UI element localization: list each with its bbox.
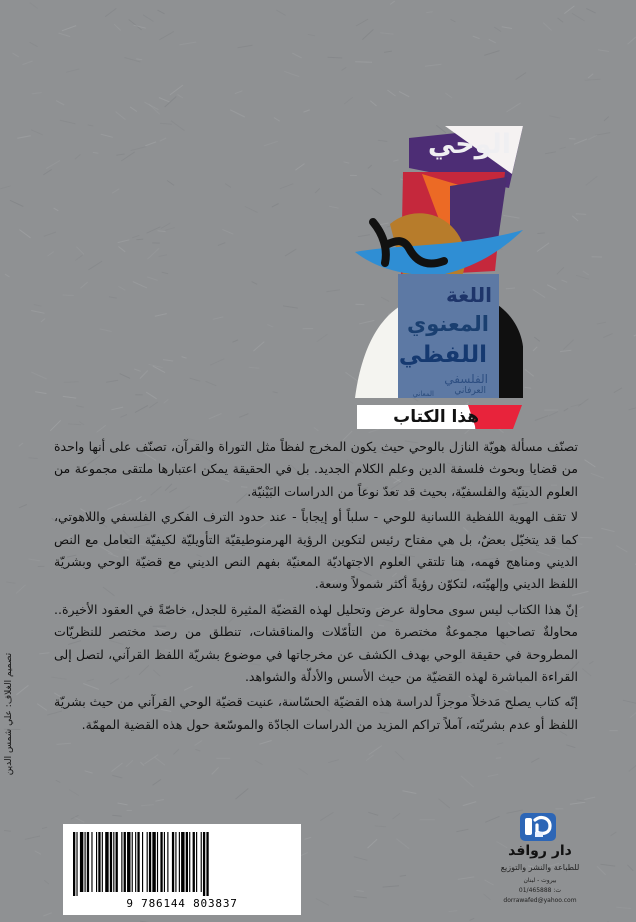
art-word-falsafi: الفلسفي [444,372,488,386]
book-cover-artwork [355,126,523,398]
isbn-barcode [63,824,301,915]
publisher-name: دار روافد [508,843,572,859]
blurb-paragraph-1: تصنّف مسألة هويّة النازل بالوحي حيث يكون المخرج لفظاً مثل التوراة والقرآن، تصنّف على أنها واحدة من قضايا وبحوث فلسفة الدين وعلم الكلام الجديد. بل في الحقيقة يمكن اعتبارها ملتقى مجموعة من العلوم الدينيّة والفلسفيّة، بحيث قد تعدّ نوعاً من الدراسات البَيْنيّة. [54,439,578,499]
publisher-logo-icon [519,812,557,842]
art-word-maani: المعاني [412,390,434,398]
art-word-irfani: العرفاني [454,386,486,396]
blurb-paragraph-2: لا تقف الهوية اللفظية اللسانية للوحي - سلباً أو إيجاباً - عند حدود الترف الفكري الفلسفي واللاهوتي، كما قد يتخيّل بعضٌ، بل هي مفتاح رئيس لتكوين الرؤية الهرمنوطيقيّة التأويليّة لكيفيّة التعامل مع النص الديني ومناهج فهمه، هنا تلتقي العلوم الاجتهاديّة المعنيّة بفهم النص الديني مع قضيّة الوحي وبشريّة اللفظ الديني وإلهيّته، لتكوّن رؤيةً أكثر شمولاً وسعة. [54,509,578,592]
publisher-block [480,812,600,916]
blurb-paragraph-3: إنّ هذا الكتاب ليس سوى محاولة عرض وتحليل لهذه القضيّة المثيرة للجدل، خاصّةً في العقود الأخيرة.. محاولةٌ تصاحبها مجموعةٌ مختصرة من التأمّلات والمناقشات، تنطلق من رصد مختصر للنظريّات المطروحة في حقيقة الوحي بهدف الكشف عن مخرجاتها في موضوع بشريّة اللفظ القرآني، لتصل إلى القراءة المباشرة لهذه القضيّة من حيث الأسس والأدلّة والشواهد. [54,601,578,685]
blurb-text [54,436,578,824]
barcode-bars [63,824,301,900]
art-word-lugha: اللغة [446,283,492,307]
isbn-number: 9 786144 803837 [126,897,238,910]
publisher-location: بيروت - لبنان [523,877,557,884]
publisher-phone: ت: 01/465888 [518,887,562,894]
art-word-wahy: الوحي [427,129,511,160]
art-word-lafzi: اللفظي [398,342,487,368]
section-title: هذا الكتاب [393,407,479,427]
blurb-paragraph-4: إنّه كتاب يصلح مَدخلاً موجزاً لدراسة هذه القضيّة الحسّاسة، عنيت قضيّة الوحي القرآني من حيث بشريّة اللفظ أو عدم بشريّته، آملاً تراكم المزيد من الدراسات الجادّة والموسّعة حول هذه القضية المهمّة. [54,694,578,732]
publisher-tagline: للطباعة والنشر والتوزيع [500,863,580,872]
cover-design-credit: تصميم الغلاف: علي شمس الدين [4,652,14,776]
publisher-email: dorrawafed@yahoo.com [503,897,577,904]
art-word-manawi: المعنوي [406,312,489,336]
